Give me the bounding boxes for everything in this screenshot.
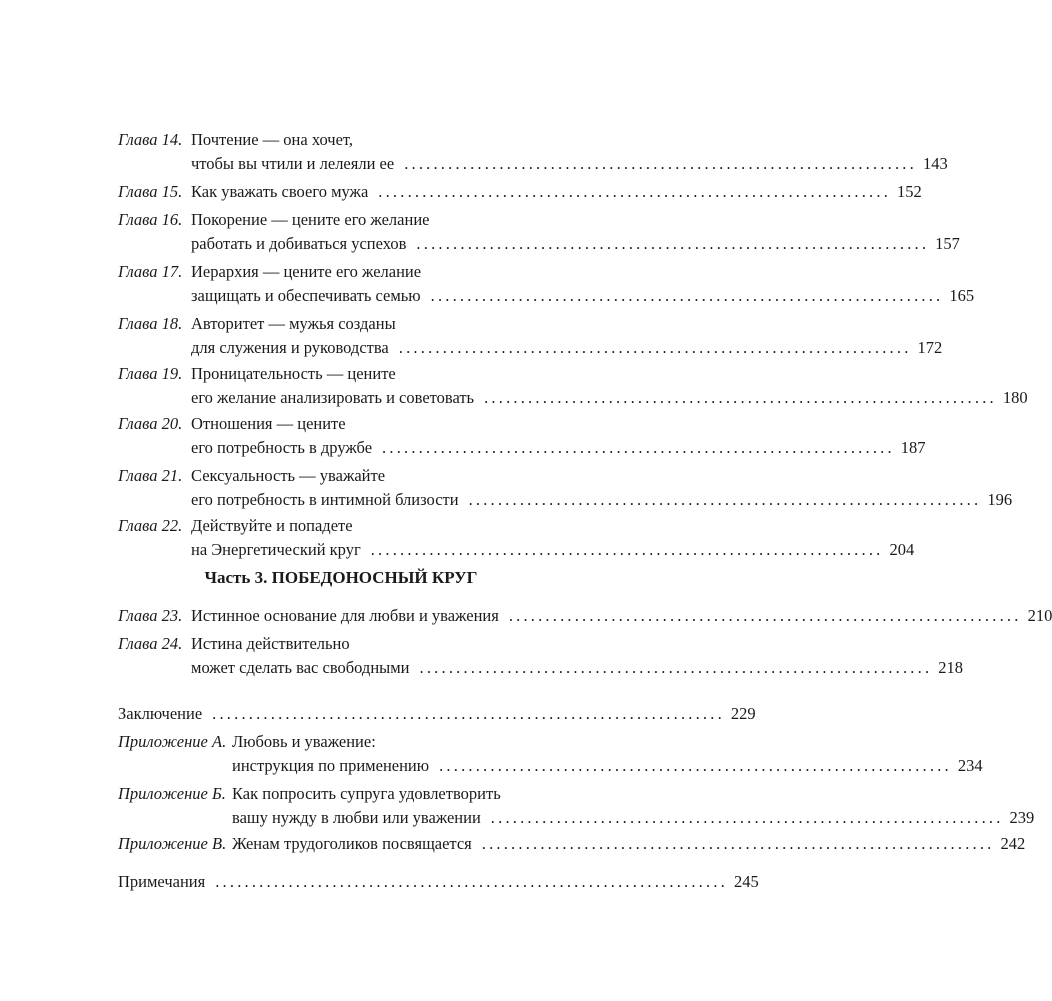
chapter-label: Глава 18. bbox=[118, 314, 183, 333]
appendix-label: Приложение В. bbox=[118, 834, 227, 853]
toc-entry-notes bbox=[118, 870, 759, 894]
chapter-title-line2: защищать и обеспечивать семью bbox=[191, 286, 421, 305]
page-number: 245 bbox=[733, 872, 759, 891]
dot-leader: ...................................................................... bbox=[484, 388, 997, 407]
dot-leader: ...................................................................... bbox=[382, 438, 895, 457]
chapter-label: Глава 23. bbox=[118, 606, 183, 625]
toc-entry-ch17 bbox=[118, 260, 975, 308]
toc-entry-appendix-a bbox=[118, 730, 983, 778]
page-number: 172 bbox=[917, 338, 943, 357]
page-number: 234 bbox=[957, 756, 983, 775]
toc-entry-ch19 bbox=[118, 362, 1028, 410]
chapter-title-line2: его потребность в дружбе bbox=[191, 438, 373, 457]
dot-leader: ...................................................................... bbox=[215, 872, 728, 891]
chapter-title-line1: Действуйте и попадете bbox=[191, 516, 353, 535]
toc-entry-ch16 bbox=[118, 208, 960, 256]
toc-entry-ch18 bbox=[118, 312, 943, 360]
page-number: 152 bbox=[897, 182, 922, 201]
appendix-title-line1: Как попросить супруга удовлетворить bbox=[232, 784, 501, 803]
chapter-title-line2: может сделать вас свободными bbox=[191, 658, 410, 677]
dot-leader: ...................................................................... bbox=[404, 154, 917, 173]
chapter-title-line2: работать и добиваться успехов bbox=[191, 234, 407, 253]
dot-leader: ...................................................................... bbox=[212, 704, 725, 723]
dot-leader: ...................................................................... bbox=[416, 234, 930, 253]
appendix-title-line2: инструкция по применению bbox=[232, 756, 430, 775]
chapter-title-line1: Почтение — она хочет, bbox=[191, 130, 353, 149]
chapter-label: Глава 19. bbox=[118, 364, 183, 383]
section-title: Заключение bbox=[118, 704, 203, 723]
dot-leader: ...................................................................... bbox=[439, 756, 952, 775]
chapter-title-line1: Сексуальность — уважайте bbox=[191, 466, 386, 485]
toc-entry-ch24 bbox=[118, 632, 964, 680]
page-number: 229 bbox=[730, 704, 756, 723]
dot-leader: ...................................................................... bbox=[481, 834, 995, 853]
dot-leader: ...................................................................... bbox=[378, 182, 892, 201]
toc-entry-conclusion bbox=[118, 702, 756, 726]
dot-leader: ...................................................................... bbox=[398, 338, 912, 357]
chapter-title-line2: его желание анализировать и советовать bbox=[191, 388, 475, 407]
appendix-label: Приложение А. bbox=[118, 732, 227, 751]
chapter-label: Глава 17. bbox=[118, 262, 183, 281]
chapter-label: Глава 16. bbox=[118, 210, 183, 229]
page-number: 242 bbox=[1000, 834, 1026, 853]
toc-entry-ch23 bbox=[118, 604, 1052, 628]
chapter-title-line1: Отношения — цените bbox=[191, 414, 346, 433]
toc-entry-ch14 bbox=[118, 128, 948, 176]
page-number: 165 bbox=[949, 286, 975, 305]
chapter-label: Глава 21. bbox=[118, 466, 183, 485]
chapter-label: Глава 15. bbox=[118, 182, 183, 201]
toc-entry-ch21 bbox=[118, 464, 1013, 512]
toc-entry-appendix-v bbox=[118, 832, 1026, 856]
appendix-label: Приложение Б. bbox=[118, 784, 226, 803]
appendix-title: Женам трудоголиков посвящается bbox=[232, 834, 472, 853]
toc-entry-ch15 bbox=[118, 180, 922, 204]
page-number: 180 bbox=[1002, 388, 1028, 407]
page-number: 218 bbox=[938, 658, 964, 677]
chapter-label: Глава 20. bbox=[118, 414, 183, 433]
page-number: 204 bbox=[889, 540, 915, 559]
dot-leader: ...................................................................... bbox=[468, 490, 982, 509]
chapter-title-line2: чтобы вы чтили и лелеяли ее bbox=[191, 154, 395, 173]
dot-leader: ...................................................................... bbox=[419, 658, 933, 677]
part-heading: Часть 3. ПОБЕДОНОСНЫЙ КРУГ bbox=[204, 568, 478, 587]
toc-entry-ch22 bbox=[118, 514, 915, 562]
dot-leader: ...................................................................... bbox=[508, 606, 1022, 625]
page-number: 143 bbox=[922, 154, 948, 173]
page-number: 157 bbox=[935, 234, 960, 253]
chapter-label: Глава 14. bbox=[118, 130, 183, 149]
appendix-title-line2: вашу нужду в любви или уважении bbox=[232, 808, 481, 827]
chapter-label: Глава 24. bbox=[118, 634, 183, 653]
page-number: 210 bbox=[1027, 606, 1052, 625]
chapter-title-line1: Истина действительно bbox=[191, 634, 350, 653]
chapter-title: Как уважать своего мужа bbox=[191, 182, 369, 201]
chapter-title-line2: его потребность в интимной близости bbox=[191, 490, 459, 509]
appendix-title-line1: Любовь и уважение: bbox=[232, 732, 376, 751]
page-number: 187 bbox=[900, 438, 926, 457]
chapter-title-line2: для служения и руководства bbox=[191, 338, 389, 357]
dot-leader: ...................................................................... bbox=[490, 808, 1004, 827]
chapter-title: Истинное основание для любви и уважения bbox=[191, 606, 499, 625]
toc-entry-ch20 bbox=[118, 412, 926, 460]
chapter-title-line2: на Энергетический круг bbox=[191, 540, 361, 559]
dot-leader: ...................................................................... bbox=[430, 286, 944, 305]
chapter-title-line1: Проницательность — цените bbox=[191, 364, 396, 383]
chapter-title-line1: Авторитет — мужья созданы bbox=[191, 314, 396, 333]
toc-entry-appendix-b bbox=[118, 782, 1035, 830]
chapter-title-line1: Покорение — цените его желание bbox=[191, 210, 430, 229]
dot-leader: ...................................................................... bbox=[370, 540, 884, 559]
page-number: 196 bbox=[987, 490, 1013, 509]
page-number: 239 bbox=[1009, 808, 1035, 827]
section-title: Примечания bbox=[118, 872, 206, 891]
chapter-label: Глава 22. bbox=[118, 516, 183, 535]
chapter-title-line1: Иерархия — цените его желание bbox=[191, 262, 422, 281]
